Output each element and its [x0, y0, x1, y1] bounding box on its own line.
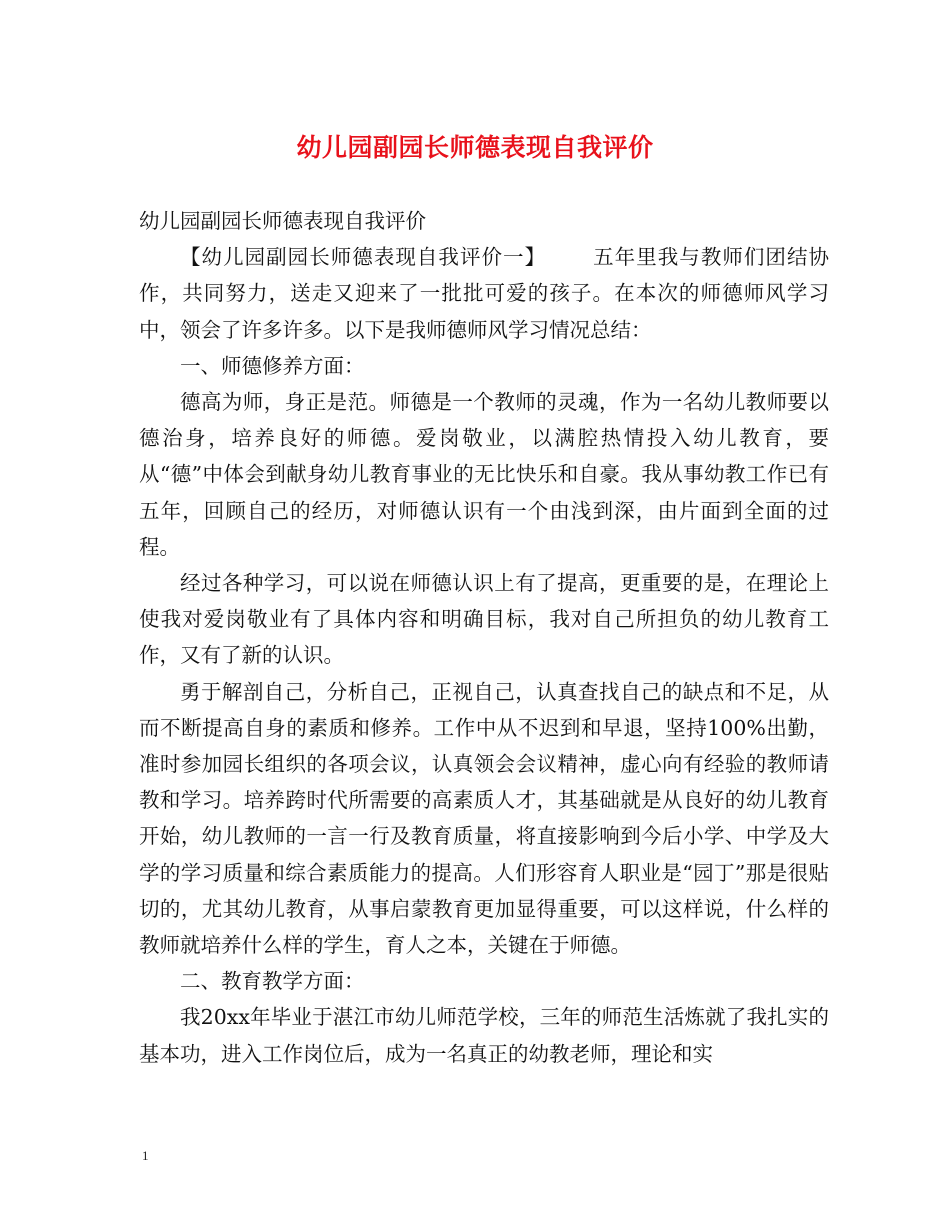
document-subtitle: 幼儿园副园长师德表现自我评价: [139, 209, 426, 233]
page-number: 1: [142, 1148, 149, 1163]
section-heading-1: 一、师德修养方面：: [180, 353, 365, 378]
document-body: [139, 203, 829, 1072]
document-title: 幼儿园副园长师德表现自我评价: [296, 133, 654, 162]
paragraph-3: 勇于解剖自己，分析自己，正视自己，认真查找自己的缺点和不足，从而不断提高自身的素质和修养。工作中从不迟到和早退，坚持100%出勤，准时参加园长组织的各项会议，认真领会会议精神，虚心向有经验的教师请教和学习。培养跨时代所需要的高素质人才，其基础就是从良好的幼儿教育开始，幼儿教师的一言一行及教育质量，将直接影响到今后小学、中学及大学的学习质量和综合素质能力的提高。人们形容育人职业是“园丁”那是很贴切的，尤其幼儿教育，从事启蒙教育更加显得重要，可以这样说，什么样的教师就培养什么样的学生，育人之本，关键在于师德。: [139, 679, 829, 958]
paragraph-2: 经过各种学习，可以说在师德认识上有了提高，更重要的是，在理论上使我对爱岗敬业有了具体内容和明确目标，我对自己所担负的幼儿教育工作，又有了新的认识。: [139, 571, 829, 668]
paragraph-1: 德高为师，身正是范。师德是一个教师的灵魂，作为一名幼儿教师要以德治身，培养良好的师德。爱岗敬业，以满腔热情投入幼儿教育，要从“德”中体会到献身幼儿教育事业的无比快乐和自豪。我从事幼教工作已有五年，回顾自己的经历，对师德认识有一个由浅到深，由片面到全面的过程。: [139, 390, 829, 559]
intro-paragraph: [139, 239, 829, 348]
section-heading-2: 二、教育教学方面：: [180, 969, 365, 994]
intro-text: 五年里我与教师们团结协作，共同努力，送走又迎来了一批批可爱的孩子。在本次的师德师风学习中，领会了许多许多。以下是我师德师风学习情况总结：: [139, 245, 830, 342]
section-label: 【幼儿园副园长师德表现自我评价一】: [180, 245, 547, 270]
paragraph-4: 我20xx年毕业于湛江市幼儿师范学校，三年的师范生活炼就了我扎实的基本功，进入工作岗位后，成为一名真正的幼教老师，理论和实: [139, 1005, 829, 1066]
